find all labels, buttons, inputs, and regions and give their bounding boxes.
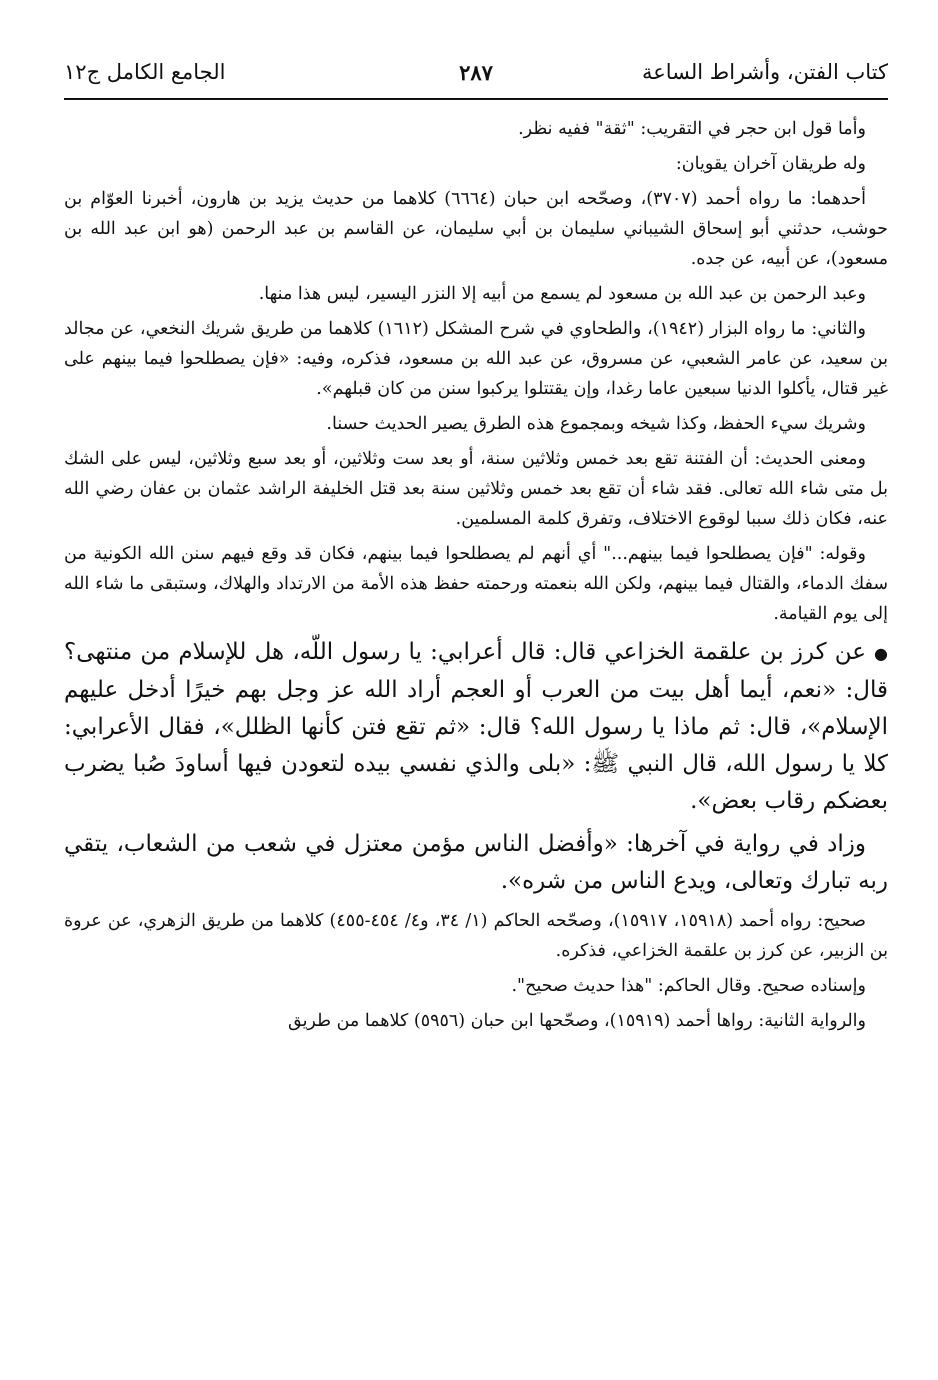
commentary-paragraph: والثاني: ما رواه البزار (١٩٤٢)، والطحاوي في شرح المشكل (١٦١٢) كلاهما من طريق شريك النخعي، عن مجالد بن سعيد، عن عامر الشعبي، عن مسروق، عن عبد الله بن مسعود، فذكره، وفيه: «فإن يصطلحوا فيما بينهم على غير قتال، يأكلوا الدنيا سبعين عاما رغدا، وإن يقتتلوا يركبوا سنن من كان قبلهم». — [64, 319, 888, 399]
header-rule — [64, 98, 888, 100]
book-section-title: كتاب الفتن، وأشراط الساعة — [641, 60, 888, 84]
hadith-text: عن كرز بن علقمة الخزاعي قال: قال أعرابي: يا رسول اللّه، هل للإسلام من منتهى؟ قال: «نعم، أيما أهل بيت من العرب أو العجم أراد الله عز وجل بهم خيرًا أدخل عليهم الإسلام»، قال: ثم ماذا يا رسول الله؟ قال: «ثم تقع فتن كأنها الظلل»، فقال الأعرابي: كلا يا رسول الله، قال النبي ﷺ: «بلى والذي نفسي بيده لتعودن فيها أساودَ صُبا يضرب بعضكم رقاب بعض». — [64, 639, 889, 814]
page-number: ٢٨٧ — [459, 60, 493, 85]
hadith-paragraph — [64, 634, 888, 820]
commentary-paragraph: وقوله: "فإن يصطلحوا فيما بينهم..." أي أنهم لم يصطلحوا فيما بينهم، فكان قد وقع فيهم سنن الله الكونية من سفك الدماء، والقتال فيما بينهم، ولكن الله بنعمته ورحمته حفظ هذه الأمة من الارتداد والهلاك، وستبقى ما شاء الله إلى يوم القيامة. — [64, 544, 888, 624]
commentary-paragraph: وإسناده صحيح. وقال الحاكم: "هذا حديث صحيح". — [511, 975, 866, 996]
commentary-paragraph: وعبد الرحمن بن عبد الله بن مسعود لم يسمع من أبيه إلا النزر اليسير، ليس هذا منها. — [258, 284, 866, 304]
volume-title: الجامع الكامل ج١٢ — [64, 60, 226, 84]
running-header — [64, 56, 888, 96]
commentary-paragraph: ومعنى الحديث: أن الفتنة تقع بعد خمس وثلاثين سنة، أو بعد ست وثلاثين، أو بعد سبع وثلاثين، ليس على الشك بل متى شاء الله تعالى. فقد شاء أن تقع بعد خمس وثلاثين سنة بعد قتل الخليفة الراشد عثمان بن عفان رضي الله عنه، فكان ذلك سببا لوقوع الاختلاف، وتفرق كلمة المسلمين. — [64, 449, 888, 529]
commentary-paragraph: والرواية الثانية: رواها أحمد (١٥٩١٩)، وصحّحها ابن حبان (٥٩٥٦) كلاهما من طريق — [287, 1010, 866, 1031]
commentary-paragraph: صحيح: رواه أحمد (١٥٩١٨، ١٥٩١٧)، وصحّحه الحاكم (١/ ٣٤، و٤/ ٤٥٤-٤٥٥) كلاهما من طريق الزهري، عن عروة بن الزبير، عن كرز بن علقمة الخزاعي، فذكره. — [64, 910, 888, 961]
commentary-paragraph: وأما قول ابن حجر في التقريب: "ثقة" ففيه نظر. — [518, 119, 866, 139]
bullet-icon: ● — [874, 643, 888, 663]
page-body — [64, 114, 888, 1036]
commentary-paragraph: أحدهما: ما رواه أحمد (٣٧٠٧)، وصحّحه ابن حبان (٦٦٦٤) كلاهما من حديث يزيد بن هارون، أخبرنا العوّام بن حوشب، حدثني أبو إسحاق الشيباني سليمان بن أبي سليمان، عن القاسم بن عبد الرحمن (هو ابن عبد الله بن مسعود)، عن أبيه، عن جده. — [64, 189, 888, 269]
commentary-paragraph: وله طريقان آخران يقويان: — [675, 154, 866, 174]
hadith-paragraph: وزاد في رواية في آخرها: «وأفضل الناس مؤمن معتزل في شعب من الشعاب، يتقي ربه تبارك وتعالى، ويدع الناس من شره». — [64, 830, 888, 894]
book-page — [64, 56, 888, 1041]
commentary-paragraph: وشريك سيء الحفظ، وكذا شيخه وبمجموع هذه الطرق يصير الحديث حسنا. — [326, 414, 866, 434]
